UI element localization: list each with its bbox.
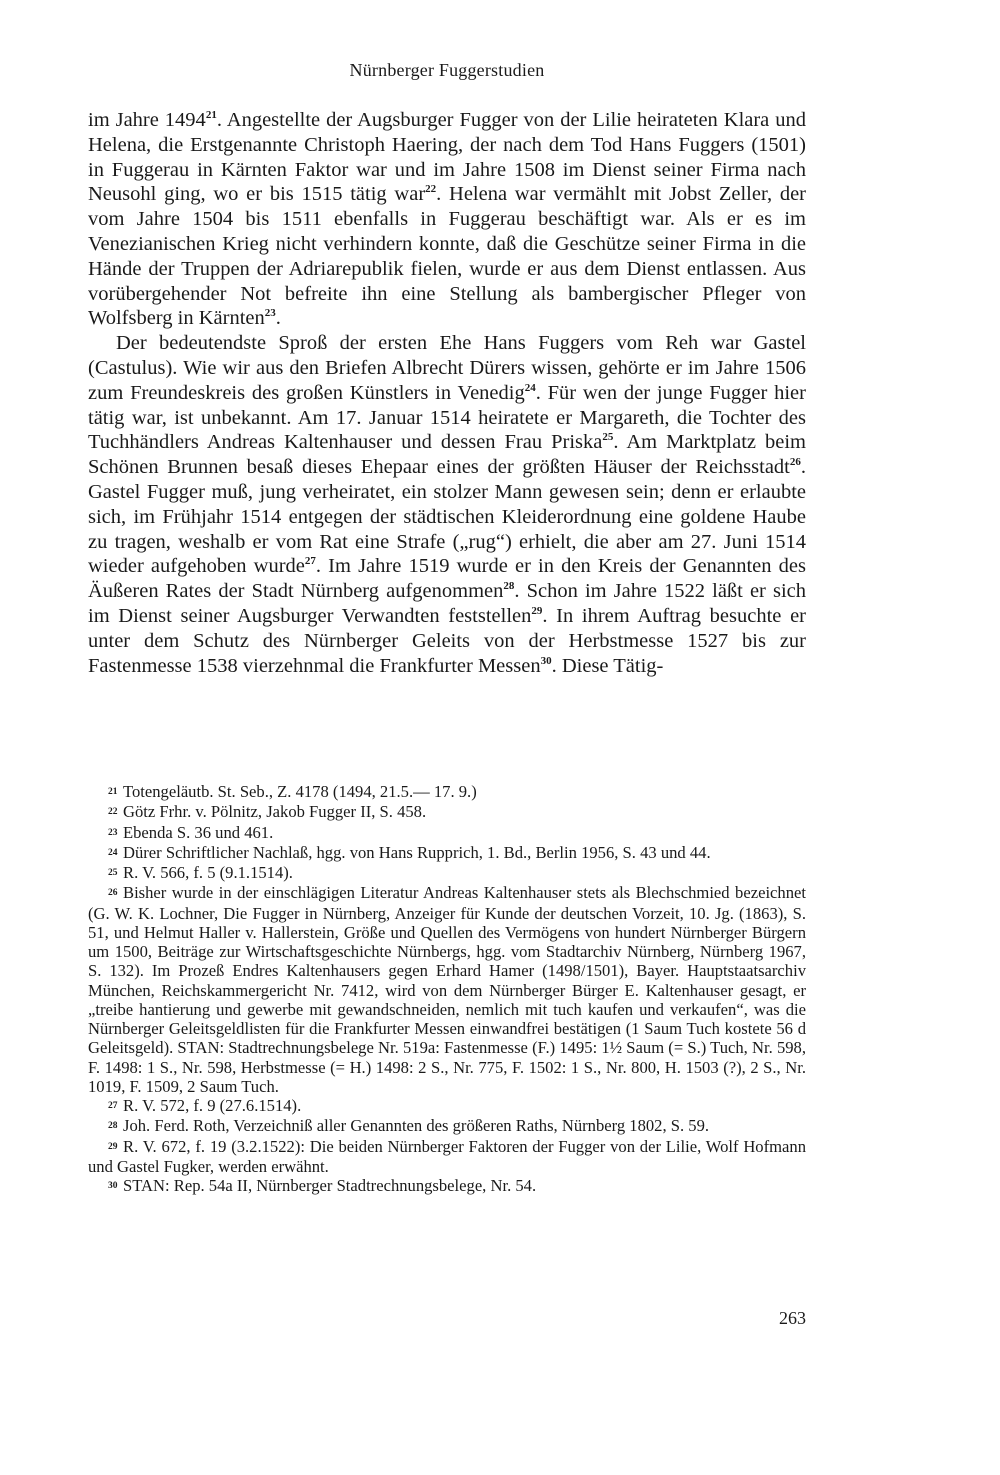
text-run: . Schon im Jahre 1522 läßt er sich im Dienst seiner Augsburger Verwandten feststellen xyxy=(88,580,806,627)
footnote-marker: 22 xyxy=(425,183,437,196)
text-run: . In ihrem Auftrag besuchte er unter dem Schutz des Nürnberger Geleits von der Herbstmesse 1527 bis zur Fastenmesse 1538 vierzehnmal die Frankfurter Messen xyxy=(88,604,806,677)
footnote-number: 22 xyxy=(108,807,118,818)
footnote-text: Joh. Ferd. Roth, Verzeichniß aller Genannten des größeren Raths, Nürnberg 1802, S. 59. xyxy=(123,1116,710,1136)
page-number: 263 xyxy=(779,1308,806,1328)
footnote-marker: 24 xyxy=(524,381,536,394)
footnote-number: 27 xyxy=(108,1101,118,1111)
footnote-text: R. V. 566, f. 5 (9.1.1514). xyxy=(123,863,293,882)
footnote xyxy=(88,1096,806,1116)
footnote-marker: 21 xyxy=(205,109,217,121)
footnote-text: R. V. 572, f. 9 (27.6.1514). xyxy=(123,1096,302,1115)
footnote-number: 24 xyxy=(108,847,118,858)
running-head: Nürnberger Fuggerstudien xyxy=(349,60,545,80)
paragraph xyxy=(88,108,806,331)
text-run: . Im Jahre 1519 wurde er in den Kreis der Genannten des Äußeren Rates der Stadt Nürnberg aufgenommen xyxy=(88,555,806,603)
footnote-text: Totengeläutb. St. Seb., Z. 4178 (1494, 21.5.— 17. 9.) xyxy=(123,782,477,801)
footnote-text: Dürer Schriftlicher Nachlaß, hgg. von Hans Rupprich, 1. Bd., Berlin 1956, S. 43 und 44. xyxy=(123,842,711,862)
footnote xyxy=(88,1176,806,1196)
footnote xyxy=(88,843,806,863)
text-run: . Diese Tätig- xyxy=(551,654,664,677)
footnote-number: 23 xyxy=(108,827,118,838)
footnote xyxy=(88,782,806,802)
footnote-marker: 28 xyxy=(503,580,515,593)
text-run: . Angestellte der Augsburger Fugger von der Lilie heirateten Klara und Helena, die Erstgenannte Christoph Haering, der nach dem Tod Hans Fuggers (1501) in Fuggerau in Kärnten Faktor war und im Jahre 1508 im Dienst seiner Firma nach Neusohl ging, wo er bis 1515 tätig war xyxy=(88,109,806,206)
footnote-text: Bisher wurde in der einschlägigen Literatur Andreas Kaltenhauser stets als Blechschmied bezeichnet (G. W. K. Lochner, Die Fugger in Nürnberg, Anzeiger für Kunde der deutschen Vorzeit, 10. Jg. (1863), S. 51, und Helmut Haller v. Hallerstein, Größe und Quellen des Vermögens von hundert Nürnberger Bürgern um 1500, Beiträge zur Wirtschaftsgeschichte Nürnbergs, hgg. vom Stadtarchiv Nürnberg, Nürnberg 1967, S. 132). Im Prozeß Endres Kaltenhausers gegen Erhard Hamer (1498/1501), Bayer. Hauptstaatsarchiv München, Reichskammergericht Nr. 7412, wird von dem Nürnberger Bürger E. Kaltenhauser gesagt, er „treibe hantierung und gewerbe mit gewandschneiden, nemlich mit tuch kaufen und verkaufen“, was die Nürnberger Geleitsgeldlisten für die Frankfurter Messen einwandfrei bestätigen (1 Saum Tuch kostete 56 d Geleitsgeld). STAN: Stadtrechnungsbelege Nr. 519a: Fastenmesse (F.) 1495: 1½ Saum (= S.) Tuch, Nr. 598, F. 1498: 1 S., Nr. 598, Herbstmesse (= H.) 1498: 2 S., Nr. 775, F. 1502: 1 S., Nr. 800, H. 1503 (?), 2 S., Nr. 1019, F. 1509, 2 Saum Tuch. xyxy=(88,883,806,1096)
footnote xyxy=(88,802,806,822)
footnote xyxy=(88,863,806,883)
text-run: . Am Marktplatz beim Schönen Brunnen besaß dieses Ehepaar eines der größten Häuser der Reichsstadt xyxy=(88,431,807,479)
footnote-number: 29 xyxy=(108,1141,118,1152)
footnote xyxy=(88,823,806,843)
footnote xyxy=(88,883,806,1096)
footnote-marker: 26 xyxy=(789,456,801,469)
footnote-marker: 29 xyxy=(531,604,543,617)
footnote-text: Ebenda S. 36 und 461. xyxy=(123,822,274,842)
footnote-number: 25 xyxy=(108,868,118,878)
paragraph xyxy=(88,331,806,678)
footnote xyxy=(88,1116,806,1136)
footnote-number: 28 xyxy=(108,1121,118,1132)
book-page xyxy=(88,0,806,1475)
footnote-number: 21 xyxy=(108,787,118,797)
text-run: . Helena war vermählt mit Jobst Zeller, der vom Jahre 1504 bis 1511 ebenfalls in Fuggerau beschäftigt war. Als er es im Venezianischen Krieg nicht verhindern konnte, daß die Geschütze seiner Firma in die Hände der Truppen der Adriarepublik fielen, wurde er aus dem Dienst entlassen. Aus vorübergehender Not befreite ihn eine Stellung als bambergischer Pfleger von Wolfsberg in Kärnten xyxy=(88,183,807,330)
footnote-marker: 25 xyxy=(602,431,614,444)
footnote-marker: 30 xyxy=(540,654,552,667)
main-text xyxy=(88,108,806,678)
footnote-number: 26 xyxy=(108,888,118,899)
footnotes xyxy=(88,782,806,1196)
text-run: im Jahre 1494 xyxy=(88,109,206,131)
text-run: . Gastel Fugger muß, jung verheiratet, ein stolzer Mann gewesen sein; denn er erlaubte sich, im Frühjahr 1514 entgegen der städtischen Kleiderordnung eine goldene Haube zu tragen, weshalb er vom Rat eine Strafe („rug“) erhielt, die aber am 27. Juni 1514 wieder aufgehoben wurde xyxy=(88,456,806,578)
footnote-text: Götz Frhr. v. Pölnitz, Jakob Fugger II, S. 458. xyxy=(123,802,427,822)
text-run: . xyxy=(275,307,281,330)
footnote-text: STAN: Rep. 54a II, Nürnberger Stadtrechnungsbelege, Nr. 54. xyxy=(123,1176,537,1195)
footnote-marker: 23 xyxy=(264,307,276,320)
footnote-marker: 27 xyxy=(304,555,316,568)
text-run: Der bedeutendste Sproß der ersten Ehe Hans Fuggers vom Reh war Gastel (Castulus). Wie wir aus den Briefen Albrecht Dürers wissen, gehörte er im Jahre 1506 zum Freundeskreis des großen Künstlers in Venedig xyxy=(88,332,806,404)
footnote-number: 30 xyxy=(108,1181,118,1191)
footnote-text: R. V. 672, f. 19 (3.2.1522): Die beiden Nürnberger Faktoren der Fugger von der Lilie, Wolf Hofmann und Gastel Fugker, werden erwähnt. xyxy=(88,1136,806,1176)
footnote xyxy=(88,1137,806,1177)
text-run: . Für wen der junge Fugger hier tätig war, ist unbekannt. Am 17. Januar 1514 heiratete er Margareth, die Tochter des Tuchhändlers Andreas Kaltenhauser und dessen Frau Priska xyxy=(88,381,806,454)
